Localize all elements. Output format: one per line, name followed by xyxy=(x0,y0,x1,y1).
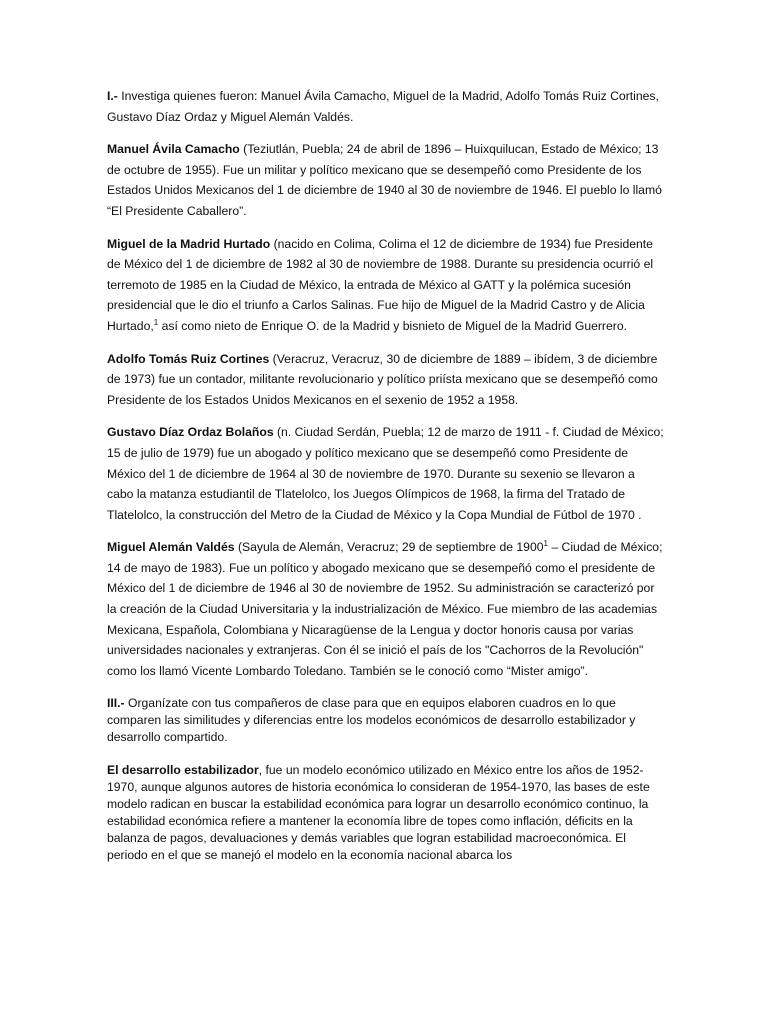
paragraph-text: (Sayula de Alemán, Veracruz; 29 de septiembre de 1900 xyxy=(234,540,544,555)
term-heading: El desarrollo estabilizador xyxy=(107,763,259,778)
paragraph-text: (nacido en Colima, Colima el 12 de diciembre de 1934) fue Presidente de México del 1 de diciembre de 1982 al 30 de noviembre de 1988. Durante su presidencia ocurrió el terremoto de 1985 en la Ciudad de México, la entrada de México al GATT y la polémica sucesión presidencial que le dio el triunfo a Carlos Salinas. Fue hijo de Miguel de la Madrid Castro y de Alicia Hurtado, xyxy=(107,236,654,333)
paragraph-text: Investiga quienes fueron: Manuel Ávila Camacho, Miguel de la Madrid, Adolfo Tomás Ruiz Cortines, Gustavo Díaz Ordaz y Miguel Alemán Valdés. xyxy=(107,89,659,124)
footnote-marker: 1 xyxy=(153,317,159,327)
person-name: Miguel Alemán Valdés xyxy=(107,540,235,555)
paragraph-ruiz-cortines xyxy=(107,349,664,411)
paragraph-avila-camacho xyxy=(107,139,664,221)
paragraph-text: , fue un modelo económico utilizado en México entre los años de 1952-1970, aunque algunos autores de historia económica lo consideran de 1954-1970, las bases de este modelo radican en buscar la estabilidad económica para lograr un desarrollo económico continuo, la estabilidad económica refiere a mantener la economía libre de topes como inflación, déficits en la balanza de pagos, devaluaciones y demás variables que logran estabilidad macroeconómica. El periodo en el que se manejó el modelo en la economía nacional abarca los xyxy=(107,763,650,863)
paragraph-aleman xyxy=(107,537,664,681)
paragraph-text: – Ciudad de México; 14 de mayo de 1983). Fue un político y abogado mexicano que se desempeñó como el presidente de México del 1 de diciembre de 1946 al 30 de noviembre de 1952. Su administración se caracterizó por la creación de la Ciudad Universitaria y la industrialización de México. Fue miembro de las academias Mexicana, Española, Colombiana y Nicaragüense de la Lengua y doctor honoris causa por varias universidades nacionales y extranjeras. Con él se inició el país de los "Cachorros de la Revolución" como los llamó Vicente Lombardo Toledano. También se le conoció como “Mister amigo”. xyxy=(107,540,663,678)
person-name: Adolfo Tomás Ruiz Cortines xyxy=(107,351,270,366)
paragraph-diaz-ordaz xyxy=(107,422,664,525)
person-name: Miguel de la Madrid Hurtado xyxy=(107,236,271,251)
paragraph-text: (n. Ciudad Serdán, Puebla; 12 de marzo de 1911 - f. Ciudad de México; 15 de julio de 1979) fue un abogado y político mexicano que se desempeñó como Presidente de México del 1 de diciembre de 1964 al 30 de noviembre de 1970. Durante su sexenio se llevaron a cabo la matanza estudiantil de Tlatelolco, los Juegos Olímpicos de 1968, la firma del Tratado de Tlatelolco, la construcción del Metro de la Ciudad de México y la Copa Mundial de Fútbol de 1970 . xyxy=(107,425,664,522)
paragraph-de-la-madrid xyxy=(107,234,664,337)
paragraph-desarrollo-estabilizador xyxy=(107,762,664,864)
question-number: III.- xyxy=(107,696,125,711)
person-name: Manuel Ávila Camacho xyxy=(107,142,240,157)
paragraph-text: así como nieto de Enrique O. de la Madrid y bisnieto de Miguel de la Madrid Guerrero. xyxy=(158,318,627,333)
paragraph-text: Organízate con tus compañeros de clase para que en equipos elaboren cuadros en lo que comparen las similitudes y diferencias entre los modelos económicos de desarrollo estabilizador y desarrollo compartido. xyxy=(107,696,636,745)
paragraph-text: (Veracruz, Veracruz, 30 de diciembre de 1889 – ibídem, 3 de diciembre de 1973) fue un contador, militante revolucionario y político priísta mexicano que se desempeñó como Presidente de los Estados Unidos Mexicanos en el sexenio de 1952 a 1958. xyxy=(107,351,658,407)
paragraph-question-3 xyxy=(107,695,664,746)
paragraph-question-1 xyxy=(107,86,664,127)
question-number: I.- xyxy=(107,89,118,103)
person-name: Gustavo Díaz Ordaz Bolaños xyxy=(107,425,274,440)
footnote-marker: 1 xyxy=(543,539,548,549)
paragraph-text: (Teziutlán, Puebla; 24 de abril de 1896 – Huixquilucan, Estado de México; 13 de octubre de 1955). Fue un militar y político mexicano que se desempeñó como Presidente de los Estados Unidos Mexicanos del 1 de diciembre de 1940 al 30 de noviembre de 1946. El pueblo lo llamó “El Presidente Caballero”. xyxy=(107,142,662,218)
